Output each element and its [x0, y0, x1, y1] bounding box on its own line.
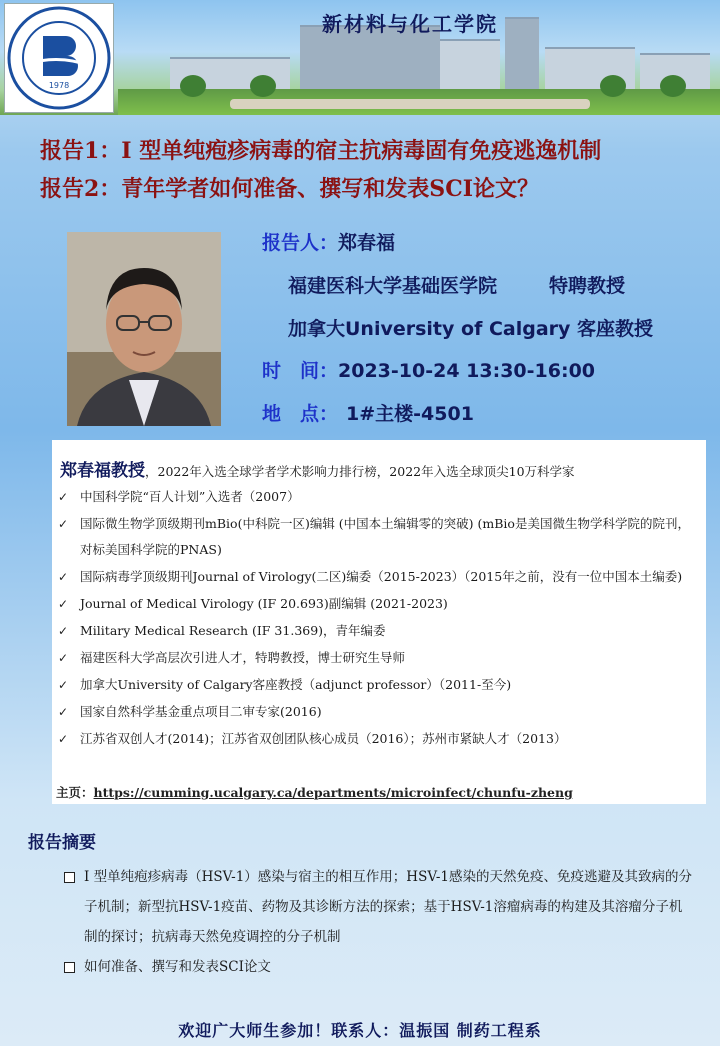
- time-value: 2023-10-24 13:30-16:00: [338, 360, 596, 382]
- check-icon: ✓: [58, 651, 69, 665]
- check-icon: ✓: [58, 570, 69, 584]
- bio-item: ✓ 国际病毒学顶级期刊Journal of Virology(二区)编委（2015-2023）（2015年之前，没有一位中国本土编委): [54, 564, 698, 590]
- speaker-affiliation-2: 加拿大University of Calgary 客座教授: [288, 318, 654, 340]
- homepage-link[interactable]: https://cumming.ucalgary.ca/departments/microinfect/chunfu-zheng: [93, 785, 573, 800]
- check-icon: ✓: [58, 517, 69, 531]
- check-icon: ✓: [58, 732, 69, 746]
- bio-list: [54, 484, 698, 753]
- bio-item: ✓ 中国科学院“百人计划”入选者（2007）: [54, 484, 698, 510]
- check-icon: ✓: [58, 678, 69, 692]
- bio-item: ✓ 福建医科大学高层次引进人才，特聘教授，博士研究生导师: [54, 645, 698, 671]
- bio-item: ✓ 加拿大University of Calgary客座教授（adjunct professor）（2011-至今): [54, 672, 698, 698]
- check-icon: ✓: [58, 705, 69, 719]
- square-bullet-icon: [64, 962, 75, 973]
- square-bullet-icon: [64, 872, 75, 883]
- bio-item: ✓ Journal of Medical Virology (IF 20.693)副编辑 (2021-2023): [54, 591, 698, 617]
- bio-item: ✓ 国家自然科学基金重点项目二审专家(2016): [54, 699, 698, 725]
- time-line: 时 间：2023-10-24 13:30-16:00: [262, 360, 596, 382]
- abstract-heading: 报告摘要: [28, 833, 96, 853]
- check-icon: ✓: [58, 624, 69, 638]
- speaker-name: 郑春福: [338, 232, 396, 254]
- speaker-name-line: 报告人：郑春福: [262, 232, 396, 254]
- homepage-line: 主页：https://cumming.ucalgary.ca/departments/microinfect/chunfu-zheng: [56, 785, 573, 800]
- abstract-item: 如何准备、撰写和发表SCI论文: [62, 952, 692, 982]
- report-title-1: 报告1：I 型单纯疱疹病毒的宿主抗病毒固有免疫逃逸机制: [40, 138, 602, 164]
- bio-item: ✓ 江苏省双创人才(2014)；江苏省双创团队核心成员（2016）；苏州市紧缺人才（2013）: [54, 726, 698, 752]
- school-name: 新材料与化工学院: [322, 12, 498, 36]
- report-title-2: 报告2：青年学者如何准备、撰写和发表SCI论文？: [40, 176, 539, 202]
- footer-contact: 欢迎广大师生参加！联系人：温振国 制药工程系: [178, 1021, 542, 1040]
- place-line: 地 点： 1#主楼-4501: [262, 403, 474, 425]
- abstract-list: [62, 862, 692, 982]
- bio-intro: 郑春福教授，2022年入选全球学者学术影响力排行榜，2022年入选全球顶尖10万科学家: [60, 461, 575, 481]
- speaker-photo: [67, 232, 221, 426]
- speaker-bio: [52, 440, 706, 804]
- bio-item: ✓ Military Medical Research (IF 31.369)，青年编委: [54, 618, 698, 644]
- speaker-affiliation-1: 福建医科大学基础医学院 特聘教授: [288, 275, 626, 297]
- bio-item: ✓ 国际微生物学顶级期刊mBio(中科院一区)编辑 (中国本土编辑零的突破) (mBio是美国微生物学科学院的院刊，对标美国科学院的PNAS): [54, 511, 698, 563]
- check-icon: ✓: [58, 597, 69, 611]
- abstract-item: I 型单纯疱疹病毒（HSV-1）感染与宿主的相互作用；HSV-1感染的天然免疫、免疫逃避及其致病的分子机制；新型抗HSV-1疫苗、药物及其诊断方法的探索；基于HSV-1溶瘤病毒的构建及其溶瘤分子机制的探讨；抗病毒天然免疫调控的分子机制: [62, 862, 692, 952]
- svg-text:1978: 1978: [48, 81, 70, 90]
- check-icon: ✓: [58, 490, 69, 504]
- place-value: 1#主楼-4501: [346, 403, 474, 425]
